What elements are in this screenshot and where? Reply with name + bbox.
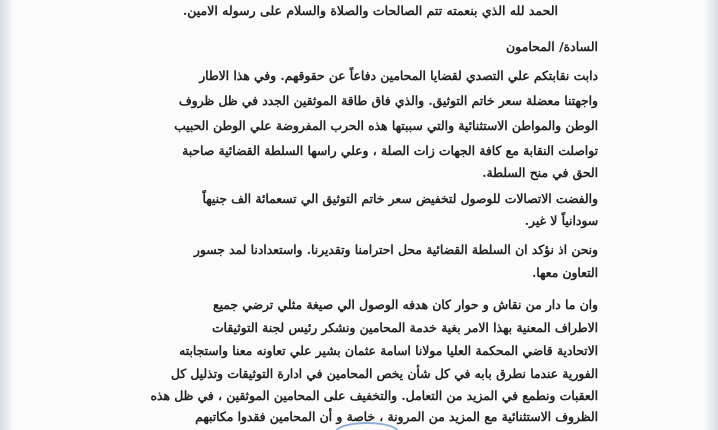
paragraph-4-line-5: العقبات ونطمع في المزيد من التعامل. والتخفيف على المحامين الموثقين ، في ظل هذه: [150, 388, 598, 403]
opening-line: الحمد لله الذي بنعمته تتم الصالحات والصلاة والسلام على رسوله الامين.: [182, 3, 558, 18]
paragraph-4-line-4: الفورية عندما نطرق بابه في كل شأن يخص المحامين في ادارة التوثيقات وتذليل كل: [170, 366, 598, 381]
salutation: السادة/ المحامون: [506, 39, 598, 54]
paragraph-1-line-5: الحق في منح السلطة.: [482, 165, 598, 180]
paragraph-1-line-3: الوطن والمواطن الاستثنائية والتي سببتها هذه الحرب المفروضة علي الوطن الحبيب: [174, 118, 598, 133]
paragraph-1-line-1: دابت نقابتكم علي التصدي لقضايا المحامين دفاعاً عن حقوقهم. وفي هذا الاطار: [199, 68, 598, 83]
paragraph-4-line-6: الظروف الاستثنائية مع المزيد من المرونة ، خاصة و أن المحامين فقدوا مكاتبهم: [195, 409, 598, 424]
paragraph-4-line-2: الاطراف المعنية بهذا الامر بغية خدمة المحامين ونشكر رئيس لجنة التوثيقات: [211, 320, 598, 335]
paragraph-1-line-4: تواصلت النقابة مع كافة الجهات زات الصلة ، وعلي راسها السلطة القضائية صاحبة: [182, 143, 598, 158]
paragraph-4-line-3: الاتحادية قاضي المحكمة العليا مولانا اسامة عثمان بشير علي تعاونه معنا واستجابته: [179, 343, 598, 358]
paragraph-3-line-1: ونحن اذ نؤكد ان السلطة القضائية محل احترامنا وتقديرنا. واستعدادنا لمد جسور: [193, 242, 598, 257]
paragraph-3-line-2: التعاون معها.: [531, 265, 598, 280]
paragraph-2-line-1: والفضت الاتصالات للوصول لتخفيض سعر خاتم التوثيق الي تسعمائة الف جنيهاً: [202, 191, 598, 206]
paragraph-2-line-2: سودانياً لا غير.: [524, 213, 598, 228]
paragraph-1-line-2: واجهتنا معضلة سعر خاتم التوثيق. والذي فاق طاقة الموثقين الجدد في ظل ظروف: [178, 93, 598, 108]
page-edge-shadow-right: [704, 0, 718, 430]
paragraph-4-line-1: وان ما دار من نقاش و حوار كان هدفه الوصول الي صيغة مثلي ترضي جميع: [213, 297, 598, 312]
page-edge-shadow-left: [0, 0, 14, 430]
